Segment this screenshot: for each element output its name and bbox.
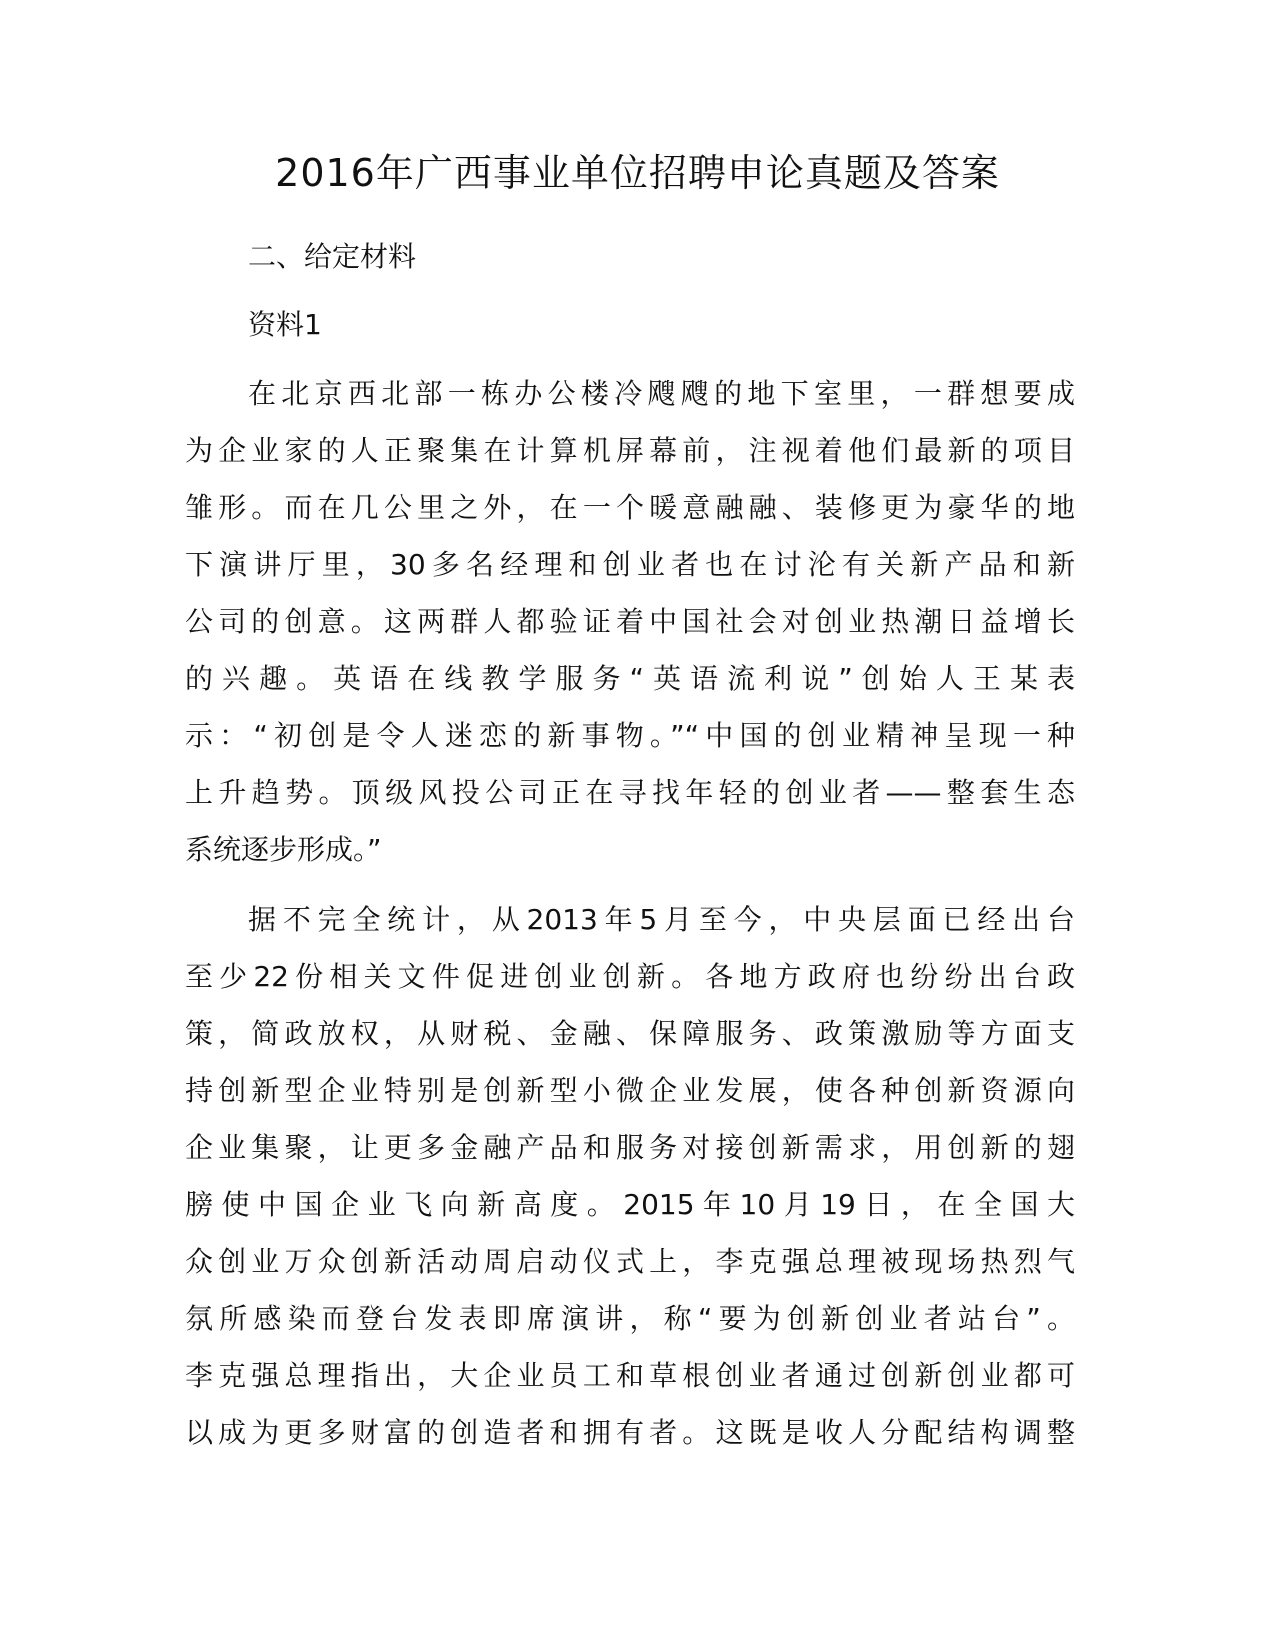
- paragraph-line: 以成为更多财富的创造者和拥有者。这既是收人分配结构调整: [185, 1416, 1075, 1449]
- paragraph-line: 策，简政放权，从财税、金融、保障服务、政策激励等方面支: [185, 1017, 1075, 1050]
- paragraph-line: 为企业家的人正聚集在计算机屏幕前，注视着他们最新的项目: [185, 434, 1075, 467]
- paragraph-line: 系统逐步形成。”: [185, 833, 382, 866]
- document-title: 2016年广西事业单位招聘申论真题及答案: [275, 151, 1000, 195]
- paragraph-line: 的兴趣。英语在线教学服务“英语流利说”创始人王某表: [185, 662, 1075, 695]
- section-heading: 二、给定材料: [248, 240, 417, 273]
- paragraph-line: 雏形。而在几公里之外，在一个暖意融融、装修更为豪华的地: [185, 491, 1075, 524]
- paragraph-1: [185, 365, 1075, 878]
- paragraph-line: 上升趋势。顶级风投公司正在寻找年轻的创业者——整套生态: [185, 776, 1075, 809]
- paragraph-line: 李克强总理指出，大企业员工和草根创业者通过创新创业都可: [185, 1359, 1075, 1392]
- paragraph-line: 示：“初创是令人迷恋的新事物。”“中国的创业精神呈现一种: [185, 719, 1075, 752]
- paragraph-line: 氛所感染而登台发表即席演讲，称“要为创新创业者站台”。: [185, 1302, 1075, 1335]
- paragraph-line: 众创业万众创新活动周启动仪式上，李克强总理被现场热烈气: [185, 1245, 1075, 1278]
- paragraph-2: [185, 891, 1075, 1461]
- paragraph-line: 据不完全统计，从2013年5月至今，中央层面已经出台: [248, 903, 1075, 936]
- paragraph-line: 在北京西北部一栋办公楼冷飕飕的地下室里，一群想要成: [248, 377, 1075, 410]
- paragraph-line: 至少22份相关文件促进创业创新。各地方政府也纷纷出台政: [185, 960, 1075, 993]
- paragraph-line: 公司的创意。这两群人都验证着中国社会对创业热潮日益增长: [185, 605, 1075, 638]
- paragraph-line: 持创新型企业特别是创新型小微企业发展，使各种创新资源向: [185, 1074, 1075, 1107]
- paragraph-line: 企业集聚，让更多金融产品和服务对接创新需求，用创新的翅: [185, 1131, 1075, 1164]
- material-label: 资料1: [248, 308, 322, 341]
- paragraph-line: 下演讲厅里，30多名经理和创业者也在讨沦有关新产品和新: [185, 548, 1075, 581]
- paragraph-line: 膀使中国企业飞向新高度。2015年10月19日，在全国大: [185, 1188, 1075, 1221]
